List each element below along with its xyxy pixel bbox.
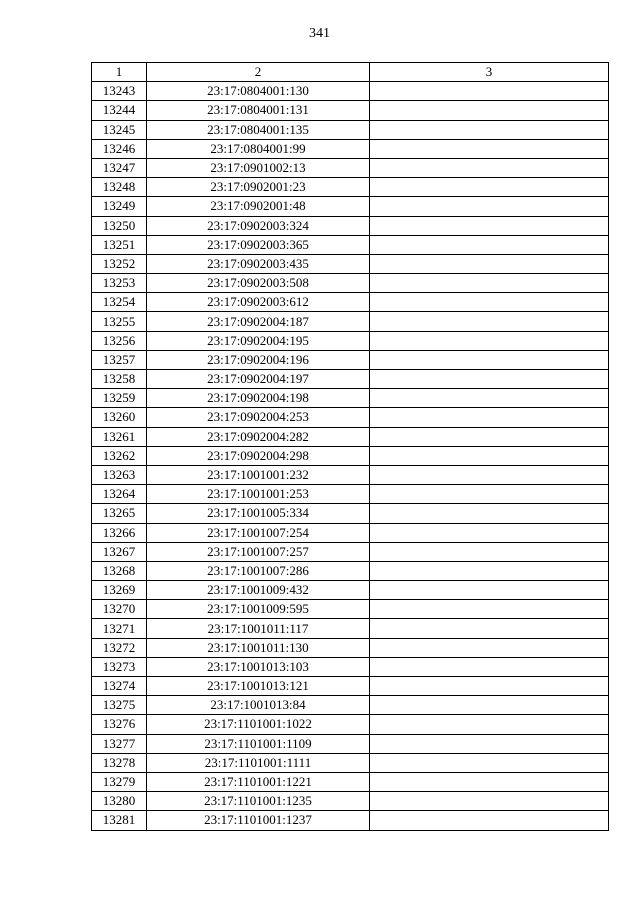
notes-cell	[370, 235, 609, 254]
table-row	[92, 753, 609, 772]
row-number-cell: 13270	[92, 600, 147, 619]
notes-cell	[370, 561, 609, 580]
cadastral-number-cell: 23:17:1001007:254	[147, 523, 370, 542]
notes-cell	[370, 619, 609, 638]
column-header-2: 2	[147, 63, 370, 82]
row-number-cell: 13245	[92, 120, 147, 139]
table-row	[92, 638, 609, 657]
cadastral-number-cell: 23:17:1001001:232	[147, 465, 370, 484]
notes-cell	[370, 254, 609, 273]
row-number-cell: 13274	[92, 677, 147, 696]
table-row	[92, 254, 609, 273]
row-number-cell: 13262	[92, 446, 147, 465]
row-number-cell: 13279	[92, 772, 147, 791]
row-number-cell: 13281	[92, 811, 147, 830]
row-number-cell: 13277	[92, 734, 147, 753]
cadastral-number-cell: 23:17:0902004:187	[147, 312, 370, 331]
row-number-cell: 13273	[92, 657, 147, 676]
row-number-cell: 13267	[92, 542, 147, 561]
table-row	[92, 696, 609, 715]
table-row	[92, 178, 609, 197]
table-row	[92, 216, 609, 235]
cadastral-number-cell: 23:17:1001007:286	[147, 561, 370, 580]
notes-cell	[370, 370, 609, 389]
table-row	[92, 734, 609, 753]
notes-cell	[370, 82, 609, 101]
cadastral-number-cell: 23:17:0902003:435	[147, 254, 370, 273]
table-row	[92, 446, 609, 465]
table-row	[92, 811, 609, 830]
notes-cell	[370, 101, 609, 120]
table-row	[92, 772, 609, 791]
notes-cell	[370, 523, 609, 542]
cadastral-number-cell: 23:17:0804001:131	[147, 101, 370, 120]
column-header-3: 3	[370, 63, 609, 82]
row-number-cell: 13257	[92, 350, 147, 369]
table-row	[92, 197, 609, 216]
notes-cell	[370, 677, 609, 696]
table-row	[92, 619, 609, 638]
notes-cell	[370, 811, 609, 830]
notes-cell	[370, 158, 609, 177]
table-row	[92, 581, 609, 600]
table-row	[92, 657, 609, 676]
cadastral-number-cell: 23:17:0804001:99	[147, 139, 370, 158]
cadastral-number-cell: 23:17:1101001:1237	[147, 811, 370, 830]
cadastral-number-cell: 23:17:0902004:198	[147, 389, 370, 408]
row-number-cell: 13254	[92, 293, 147, 312]
notes-cell	[370, 715, 609, 734]
notes-cell	[370, 657, 609, 676]
table-row	[92, 792, 609, 811]
notes-cell	[370, 178, 609, 197]
row-number-cell: 13263	[92, 465, 147, 484]
table-row	[92, 331, 609, 350]
row-number-cell: 13244	[92, 101, 147, 120]
cadastral-number-cell: 23:17:1101001:1221	[147, 772, 370, 791]
cadastral-number-cell: 23:17:1001009:432	[147, 581, 370, 600]
cadastral-number-cell: 23:17:1001005:334	[147, 504, 370, 523]
table-row	[92, 485, 609, 504]
page-number: 341	[309, 26, 330, 41]
notes-cell	[370, 197, 609, 216]
column-header-1: 1	[92, 63, 147, 82]
notes-cell	[370, 504, 609, 523]
row-number-cell: 13255	[92, 312, 147, 331]
table-row	[92, 600, 609, 619]
row-number-cell: 13247	[92, 158, 147, 177]
notes-cell	[370, 427, 609, 446]
table-row	[92, 158, 609, 177]
row-number-cell: 13251	[92, 235, 147, 254]
notes-cell	[370, 312, 609, 331]
notes-cell	[370, 581, 609, 600]
cadastral-number-cell: 23:17:0902003:508	[147, 274, 370, 293]
notes-cell	[370, 772, 609, 791]
row-number-cell: 13258	[92, 370, 147, 389]
cadastral-number-cell: 23:17:1001011:117	[147, 619, 370, 638]
cadastral-number-cell: 23:17:0902004:253	[147, 408, 370, 427]
cadastral-number-cell: 23:17:1001013:84	[147, 696, 370, 715]
row-number-cell: 13252	[92, 254, 147, 273]
table-row	[92, 542, 609, 561]
table-row	[92, 120, 609, 139]
notes-cell	[370, 408, 609, 427]
row-number-cell: 13246	[92, 139, 147, 158]
cadastral-number-cell: 23:17:0902004:282	[147, 427, 370, 446]
row-number-cell: 13276	[92, 715, 147, 734]
cadastral-number-cell: 23:17:0902001:48	[147, 197, 370, 216]
row-number-cell: 13266	[92, 523, 147, 542]
table-row	[92, 389, 609, 408]
cadastral-number-cell: 23:17:1001009:595	[147, 600, 370, 619]
table-row	[92, 677, 609, 696]
notes-cell	[370, 600, 609, 619]
cadastral-number-cell: 23:17:1101001:1235	[147, 792, 370, 811]
table-row	[92, 235, 609, 254]
row-number-cell: 13272	[92, 638, 147, 657]
table-row	[92, 312, 609, 331]
table-row	[92, 715, 609, 734]
row-number-cell: 13280	[92, 792, 147, 811]
cadastral-number-cell: 23:17:1001007:257	[147, 542, 370, 561]
table-row	[92, 101, 609, 120]
row-number-cell: 13259	[92, 389, 147, 408]
registry-table	[91, 62, 609, 831]
notes-cell	[370, 350, 609, 369]
table-row	[92, 274, 609, 293]
cadastral-number-cell: 23:17:0804001:135	[147, 120, 370, 139]
notes-cell	[370, 331, 609, 350]
cadastral-number-cell: 23:17:0902003:324	[147, 216, 370, 235]
table-row	[92, 350, 609, 369]
cadastral-number-cell: 23:17:0902004:195	[147, 331, 370, 350]
notes-cell	[370, 120, 609, 139]
cadastral-number-cell: 23:17:1101001:1022	[147, 715, 370, 734]
cadastral-number-cell: 23:17:1101001:1109	[147, 734, 370, 753]
cadastral-number-cell: 23:17:0804001:130	[147, 82, 370, 101]
table-row	[92, 504, 609, 523]
row-number-cell: 13261	[92, 427, 147, 446]
table-row	[92, 82, 609, 101]
table-row	[92, 465, 609, 484]
row-number-cell: 13249	[92, 197, 147, 216]
notes-cell	[370, 274, 609, 293]
table-row	[92, 139, 609, 158]
cadastral-number-cell: 23:17:0902004:197	[147, 370, 370, 389]
notes-cell	[370, 638, 609, 657]
cadastral-number-cell: 23:17:0902003:612	[147, 293, 370, 312]
row-number-cell: 13253	[92, 274, 147, 293]
notes-cell	[370, 446, 609, 465]
notes-cell	[370, 139, 609, 158]
row-number-cell: 13278	[92, 753, 147, 772]
cadastral-number-cell: 23:17:0902004:196	[147, 350, 370, 369]
notes-cell	[370, 389, 609, 408]
row-number-cell: 13275	[92, 696, 147, 715]
row-number-cell: 13271	[92, 619, 147, 638]
notes-cell	[370, 216, 609, 235]
cadastral-number-cell: 23:17:0902001:23	[147, 178, 370, 197]
notes-cell	[370, 293, 609, 312]
table-body	[92, 82, 609, 830]
row-number-cell: 13269	[92, 581, 147, 600]
row-number-cell: 13264	[92, 485, 147, 504]
row-number-cell: 13256	[92, 331, 147, 350]
cadastral-number-cell: 23:17:1101001:1111	[147, 753, 370, 772]
row-number-cell: 13260	[92, 408, 147, 427]
table-row	[92, 561, 609, 580]
table-row	[92, 523, 609, 542]
cadastral-number-cell: 23:17:1001001:253	[147, 485, 370, 504]
row-number-cell: 13265	[92, 504, 147, 523]
notes-cell	[370, 465, 609, 484]
cadastral-number-cell: 23:17:1001011:130	[147, 638, 370, 657]
cadastral-number-cell: 23:17:0902003:365	[147, 235, 370, 254]
table-row	[92, 370, 609, 389]
notes-cell	[370, 542, 609, 561]
cadastral-number-cell: 23:17:1001013:103	[147, 657, 370, 676]
notes-cell	[370, 753, 609, 772]
row-number-cell: 13248	[92, 178, 147, 197]
notes-cell	[370, 696, 609, 715]
cadastral-number-cell: 23:17:1001013:121	[147, 677, 370, 696]
row-number-cell: 13243	[92, 82, 147, 101]
table-row	[92, 427, 609, 446]
header-row	[92, 63, 609, 82]
row-number-cell: 13250	[92, 216, 147, 235]
table-row	[92, 293, 609, 312]
notes-cell	[370, 792, 609, 811]
row-number-cell: 13268	[92, 561, 147, 580]
cadastral-number-cell: 23:17:0901002:13	[147, 158, 370, 177]
notes-cell	[370, 485, 609, 504]
notes-cell	[370, 734, 609, 753]
cadastral-number-cell: 23:17:0902004:298	[147, 446, 370, 465]
table-row	[92, 408, 609, 427]
